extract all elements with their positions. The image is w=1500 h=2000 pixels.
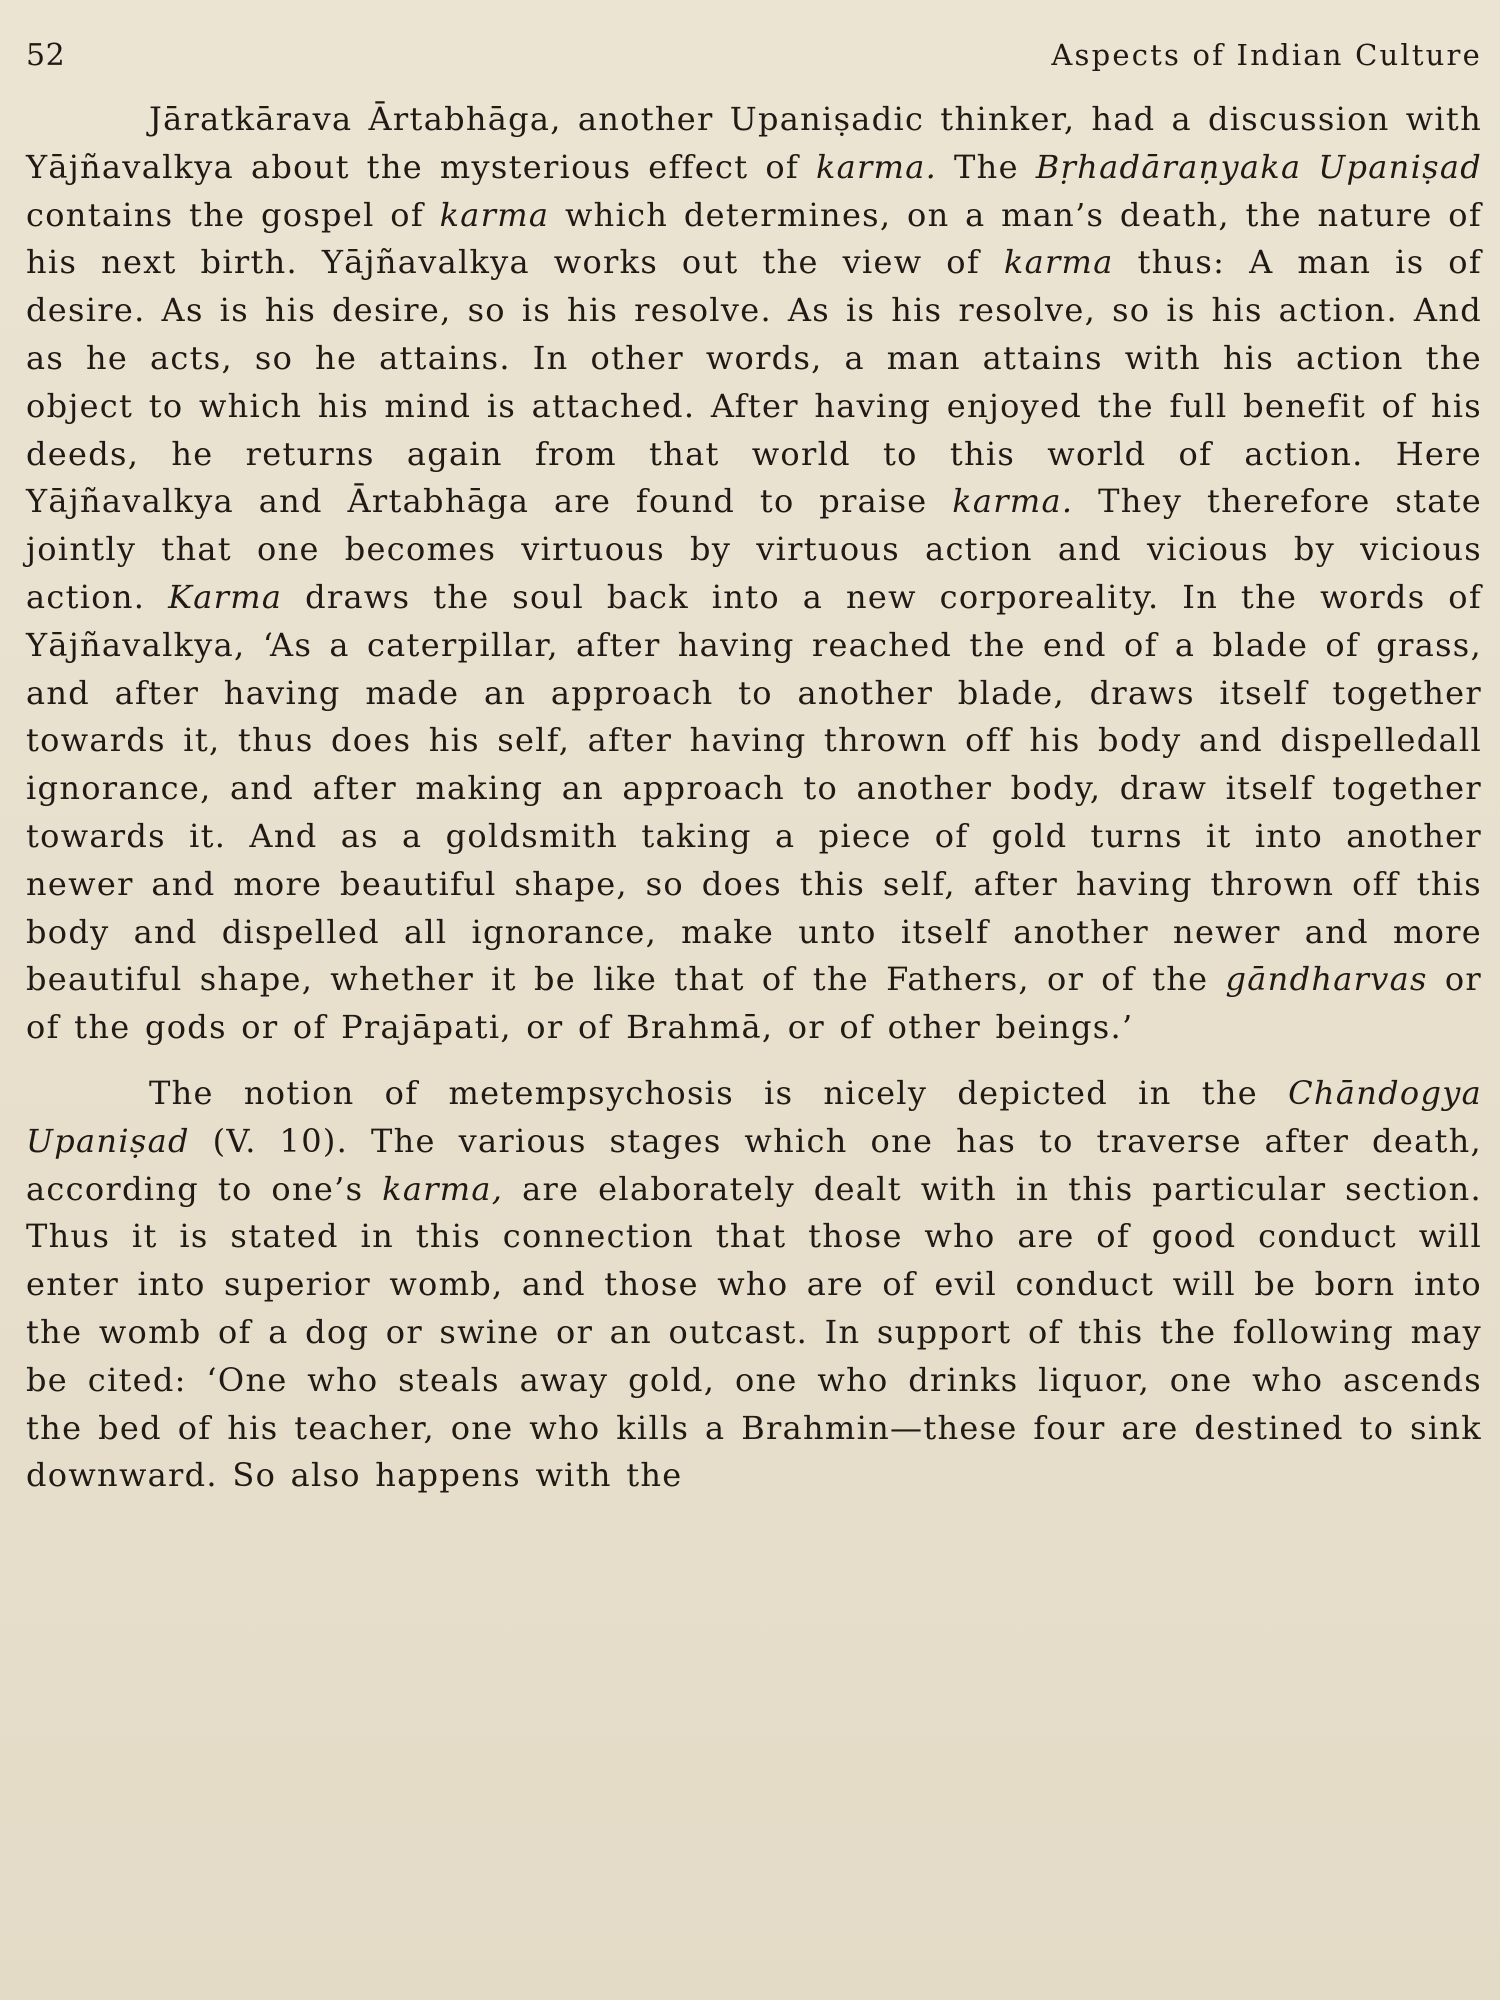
text-run: contains the gospel of [26, 195, 440, 234]
italic-term: karma [1003, 243, 1114, 282]
paragraph-metempsychosis [26, 1070, 1482, 1500]
body-text [26, 96, 1482, 1500]
text-run: The notion of metempsychosis is nicely depicted in the [149, 1073, 1289, 1112]
text-run: The [937, 147, 1036, 186]
text-run: are elaborately dealt with in this particular section. Thus it is stated in this connection that those who are of good conduct will enter into superior womb, and those who are of evil conduct will be born into the womb of a dog or swine or an outcast. In support of this the following may be cited: ‘One who steals away gold, one who drinks liquor, one who ascends the bed of his teacher, one who kills a Brahmin—these four are destined to sink downward. So also happens with the [26, 1169, 1483, 1495]
paragraph-artabhaga-karma [26, 96, 1482, 1052]
italic-term: gāndharvas [1225, 960, 1428, 999]
italic-title: Chāndogya Upaniṣad [26, 1073, 1482, 1160]
running-head [26, 38, 1482, 78]
text-run: draws the soul back into a new corporeality. In the words of Yājñavalkya, ‘As a caterpillar, after having reached the end of a blade of grass, and after having made an approach to another blade, draws itself together towards it, thus does his self, after having thrown off his body and dispelledall ignorance, and after making an approach to another body, draw itself together towards it. And as a goldsmith taking a piece of gold turns it into another newer and more beautiful shape, so does this self, after having thrown off this body and dispelled all ignorance, make unto itself another newer and more beautiful shape, whether it be like that of the Fathers, or of the [26, 577, 1482, 999]
italic-term: karma [439, 195, 550, 234]
page-number: 52 [26, 38, 66, 73]
text-run: which determines, on a man’s death, the nature of his next birth. Yājñavalkya works out the view of [26, 195, 1482, 282]
text-run: They therefore state jointly that one becomes virtuous by virtuous action and vicious by vicious action. [26, 482, 1482, 616]
italic-term: karma. [952, 482, 1074, 521]
text-run: (V. 10). The various stages which one has to traverse after death, according to one’s [26, 1121, 1482, 1208]
text-run: Jāratkārava Ārtabhāga, another Upaniṣadic thinker, had a discussion with Yājñavalkya about the mysterious effect of [26, 100, 1482, 186]
italic-term: karma. [815, 147, 938, 186]
italic-title: Bṛhadāraṇyaka Upaniṣad [1035, 147, 1482, 186]
italic-term: karma, [382, 1169, 504, 1208]
text-run: or of the gods or of Prajāpati, or of Brahmā, or of other beings.’ [26, 960, 1482, 1047]
text-run: thus: A man is of desire. As is his desire, so is his resolve. As is his resolve, so is his action. And as he acts, so he attains. In other words, a man attains with his action the object to which his mind is attached. After having enjoyed the full benefit of his deeds, he returns again from that world to this world of action. Here Yājñavalkya and Ārtabhāga are found to praise [26, 243, 1483, 521]
running-title: Aspects of Indian Culture [1051, 38, 1482, 72]
italic-term: Karma [168, 577, 283, 616]
